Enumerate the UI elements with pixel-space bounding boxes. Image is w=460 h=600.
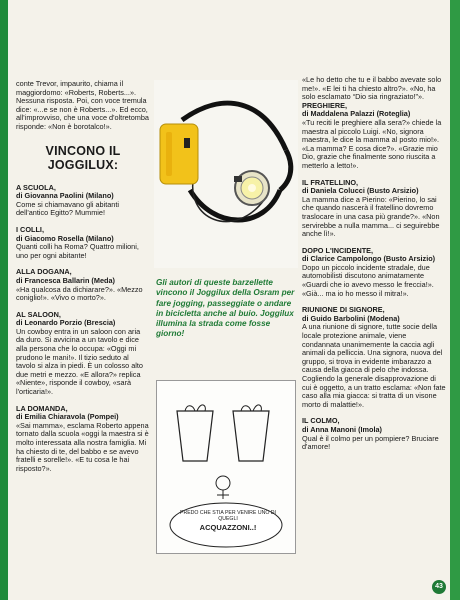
joke-title: I COLLI, (16, 224, 44, 234)
speech-bubble (176, 510, 280, 550)
joke-item (302, 306, 446, 409)
column-left (16, 80, 150, 481)
joke-item (302, 247, 446, 299)
joke-title: LA DOMANDA, (16, 403, 68, 413)
intro-text: «Le ho detto che tu e il babbo avevate solo me!». «E lei ti ha chiesto altro?». «No, ha solo esclamato “Dio sia ringraziato!”». (302, 75, 442, 102)
joke-text: «Sai mamma», esclama Roberto appena tornato dalla scuola «oggi la maestra si è molto interessata alla nostra famiglia. Mi ha chiesto di te, del babbo e se avevo fratelli e sorelle!». «E tu cosa le hai risposto?». (16, 420, 149, 473)
joke-item (16, 226, 150, 260)
page-number: 43 (432, 580, 446, 594)
joke-author: di Clarice Campolongo (Busto Arsizio) (302, 254, 436, 264)
joke-text: La mamma dice a Pierino: «Pierino, lo sai che quando nascerà il fratellino dovremo traslocare in una casa più grande?». «Non servirebbe a nulla mamma... ci seguirebbe anche lì!». (302, 194, 440, 239)
joke-author: di Emilia Chiaravola (Pompei) (16, 412, 119, 422)
joke-title: PREGHIERE, (302, 100, 348, 110)
joke-author: di Giacomo Rosella (Milano) (16, 233, 114, 243)
joke-title: RIUNIONE DI SIGNORE, (302, 305, 385, 315)
joke-item (16, 184, 150, 218)
joke-item (16, 311, 150, 397)
joke-title: IL FRATELLINO, (302, 177, 359, 187)
joke-item (302, 102, 446, 171)
joke-author: di Guido Barbolini (Modena) (302, 313, 400, 323)
joke-text: Qual è il colmo per un pompiere? Bruciare d'amore! (302, 433, 439, 452)
joke-author: di Francesca Ballarin (Meda) (16, 275, 115, 285)
joke-title: A SCUOLA, (16, 182, 56, 192)
joke-title: ALLA DOGANA, (16, 267, 72, 277)
right-color-stripe (450, 0, 460, 600)
joke-title: IL COLMO, (302, 416, 340, 426)
joke-item (302, 179, 446, 239)
joke-author: di Leonardo Porzio (Brescia) (16, 318, 116, 328)
product-photo (154, 80, 298, 268)
joke-author: di Daniela Colucci (Busto Arsizio) (302, 186, 419, 196)
joke-author: di Giovanna Paolini (Milano) (16, 191, 114, 201)
winners-heading: VINCONO IL JOGGILUX: (45, 143, 121, 172)
joke-author: di Maddalena Palazzi (Roteglia) (302, 109, 411, 119)
joggilux-illustration (154, 80, 298, 268)
joke-text: Come si chiamavano gli abitanti dell'antico Egitto? Mummie! (16, 199, 120, 218)
speech-bold-text: ACQUAZZONI..! (199, 523, 257, 533)
joke-title: DOPO L'INCIDENTE, (302, 245, 374, 255)
speech-text: PREDO CHE STIA PER VENIRE UNO DI QUEGLI (180, 510, 276, 523)
joke-text: Dopo un piccolo incidente stradale, due automobilisti discutono animatamente «Guardi che io avevo messo le freccia!». «Già... ma io ho messo il mitra!». (302, 262, 434, 298)
intro-text: conte Trevor, impaurito, chiama il maggiordomo: «Roberts, Roberts...». Nessuna risposta. Poi, con voce tremula dice: «...e se non è Roberts...». Ed ecco, all'improvviso, che una voce d'oltretomba risponde: «Non è borotalco!». (16, 79, 149, 131)
joke-item (302, 417, 446, 451)
joke-item (16, 268, 150, 302)
joke-text: Quanti colli ha Roma? Quattro milioni, uno per ogni abitante! (16, 242, 139, 260)
joke-text: A una riunione di signore, tutte socie della locale protezione animale, viene condannata unanimemente la caccia agli animali da pelliccia. Una signora, nuova del gruppo, si trova in evidente imbarazzo a causa della giacca di pelo che indossa. Cogliendo la generale disapprovazione di cui è oggetto, a un tratto esclama: «Non fate caso alla mia giacca: si tratta di un visone morto di malattie!». (302, 322, 446, 409)
left-color-stripe (0, 0, 8, 600)
joke-text: Un cowboy entra in un saloon con aria da duro. Si avvicina a un tavolo e dice alla persona che lo occupa: «Oggi mi prudono le mani!». Il tizio seduto al tavolo si alza in piedi. È un colosso alto due metri e mezzo. «E allora?» replica «Niente», risponde il cowboy, «sarà l'orticaria!». (16, 326, 143, 397)
joke-text: «Ha qualcosa da dichiarare?». «Mezzo coniglio!». «Vivo o morto?». (16, 284, 143, 303)
joke-author: di Anna Manoni (Imola) (302, 424, 382, 434)
joke-title: AL SALOON, (16, 309, 61, 319)
joke-item (16, 405, 150, 474)
joke-text: «Tu reciti le preghiere alla sera?» chiede la maestra al piccolo Luigi. «No, signora maestra, le dice la mamma al posto mio!». «La mamma? E cosa dice?». «Grazie mio Dio, grazie che finalmente sono riuscita a metterlo a letto!». (302, 117, 442, 170)
column-right (302, 76, 446, 460)
photo-caption: Gli autori di queste barzellette vincono il Joggilux della Osram per fare jogging, passeggiate o andare in bicicletta anche al buio. Joggilux illumina la strada come fosse giorno! (156, 278, 295, 339)
